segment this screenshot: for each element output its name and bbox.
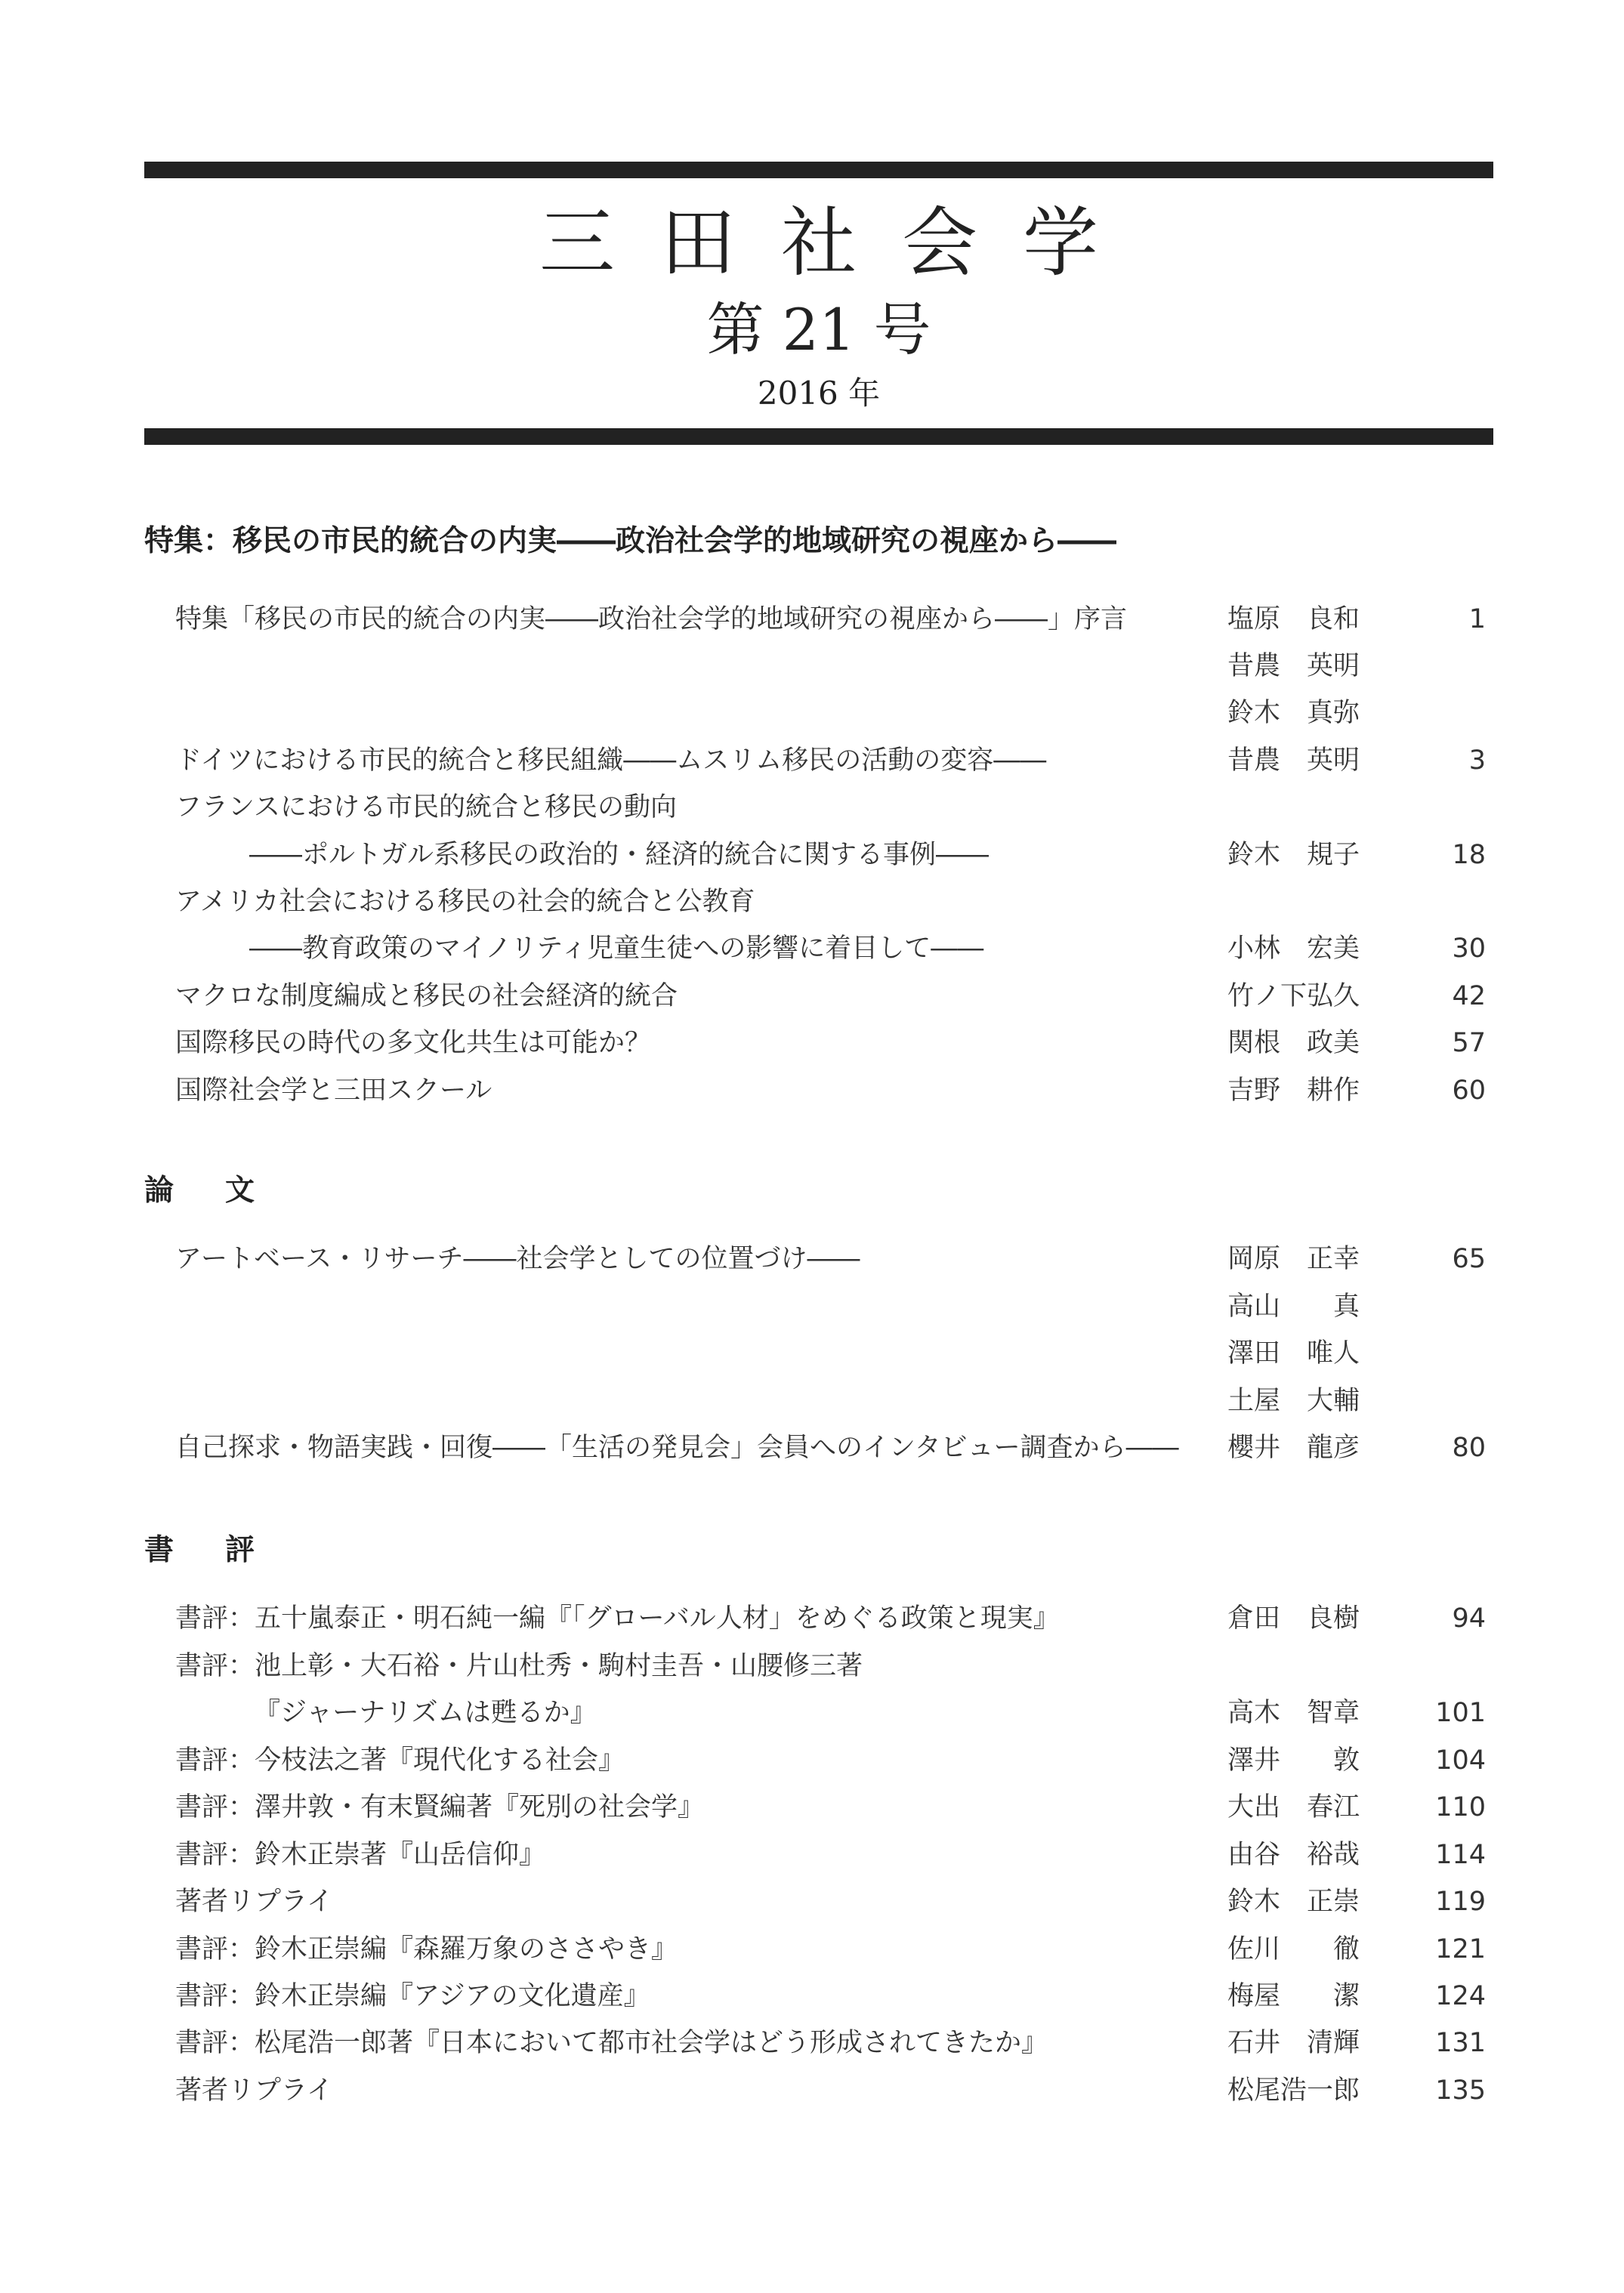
publication-year: 2016 年 [757,375,881,412]
toc-row[interactable] [175,1879,1493,1924]
toc-title: 書評：松尾浩一郎著『日本において都市社会学はどう形成されてきたか』 [175,2028,1048,2058]
toc-row [175,1378,1493,1424]
toc-author: 土屋 大輔 [1227,1386,1360,1416]
toc-author: 鈴木 真弥 [1227,698,1360,728]
top-rule [144,162,1493,178]
toc-page: 104 [1435,1745,1486,1776]
toc-row[interactable] [175,1974,1493,2019]
toc-page: 80 [1452,1433,1486,1463]
toc-title: 書評：鈴木正崇編『アジアの文化遺産』 [175,1981,650,2011]
toc-title: 書評：今枝法之著『現代化する社会』 [175,1745,625,1776]
toc-author: 澤田 唯人 [1227,1338,1360,1369]
toc-author: 佐川 徹 [1227,1934,1360,1964]
toc-author: 鈴木 正崇 [1227,1887,1360,1917]
toc-row[interactable] [175,1425,1493,1471]
toc-author: 吉野 耕作 [1227,1076,1360,1106]
toc-row[interactable] [175,1832,1493,1878]
toc-row[interactable] [175,1738,1493,1783]
toc-title: 書評：鈴木正崇著『山岳信仰』 [175,1840,546,1870]
toc-row[interactable] [175,974,1493,1019]
section-heading-special: 特集：移民の市民的統合の内実――政治社会学的地域研究の視座から―― [144,524,1117,558]
toc-page: 30 [1452,934,1486,964]
toc-author: 櫻井 龍彦 [1227,1433,1360,1463]
toc-row[interactable] [175,1643,1493,1689]
toc-title: 著者リプライ [175,1887,333,1917]
toc-page: 114 [1435,1840,1486,1870]
toc-author: 小林 宏美 [1227,934,1360,964]
toc-subtitle: 『ジャーナリズムは甦るか』 [254,1698,597,1728]
toc-row [175,1331,1493,1376]
toc-title: フランスにおける市民的統合と移民の動向 [175,792,677,822]
toc-page: 1 [1468,604,1486,634]
toc-title: マクロな制度編成と移民の社会経済的統合 [175,981,678,1011]
toc-row[interactable] [175,832,1493,878]
toc-page: 3 [1468,745,1486,776]
toc-row[interactable] [175,926,1493,971]
toc-author: 由谷 裕哉 [1227,1840,1360,1870]
toc-title: 特集「移民の市民的統合の内実――政治社会学的地域研究の視座から――」序言 [175,604,1128,634]
toc-title: 書評：鈴木正崇編『森羅万象のささやき』 [175,1934,678,1964]
toc-author: 塩原 良和 [1227,604,1360,634]
toc-author: 鈴木 規子 [1227,840,1360,870]
toc-author: 大出 春江 [1227,1792,1360,1822]
toc-author: 石井 清輝 [1227,2028,1360,2058]
toc-author: 松尾浩一郎 [1227,2075,1360,2106]
toc-title: アートベース・リサーチ――社会学としての位置づけ―― [175,1244,860,1274]
toc-row[interactable] [175,785,1493,830]
toc-title: アメリカ社会における移民の社会的統合と公教育 [175,887,755,917]
toc-page: 65 [1452,1244,1486,1274]
section-heading-reviews: 書評 [144,1533,307,1567]
toc-subtitle: ――教育政策のマイノリティ児童生徒への影響に着目して―― [249,934,984,964]
toc-page: 60 [1452,1076,1486,1106]
toc-page: 101 [1435,1698,1486,1728]
toc-row[interactable] [175,597,1493,642]
toc-page: 57 [1452,1028,1486,1058]
toc-page: 121 [1435,1934,1486,1964]
toc-page: 94 [1452,1603,1486,1634]
issue-number: 第 21 号 [706,296,931,363]
toc-page: 119 [1435,1887,1486,1917]
toc-page: 18 [1452,840,1486,870]
toc-page: 131 [1435,2028,1486,2058]
toc-row[interactable] [175,1690,1493,1736]
toc-author: 倉田 良樹 [1227,1603,1360,1634]
toc-author: 梅屋 潔 [1227,1981,1360,2011]
toc-author: 竹ノ下弘久 [1227,981,1360,1011]
toc-author: 昔農 英明 [1227,745,1360,776]
toc-author: 高木 智章 [1227,1698,1360,1728]
toc-row[interactable] [175,1596,1493,1641]
toc-author: 岡原 正幸 [1227,1244,1360,1274]
journal-title: 三田社会学 [539,199,1144,287]
toc-row[interactable] [175,2068,1493,2113]
toc-title: 書評：澤井敦・有末賢編著『死別の社会学』 [175,1792,705,1822]
toc-row [175,690,1493,736]
toc-author: 昔農 英明 [1227,651,1360,681]
toc-row [175,643,1493,689]
toc-page: 42 [1452,981,1486,1011]
toc-title: 国際移民の時代の多文化共生は可能か？ [175,1028,652,1058]
toc-page: 110 [1435,1792,1486,1822]
toc-title: 自己探求・物語実践・回復――「生活の発見会」会員へのインタビュー調査から―― [175,1433,1179,1463]
toc-row[interactable] [175,879,1493,924]
toc-title: 国際社会学と三田スクール [175,1076,492,1106]
toc-row [175,1284,1493,1329]
toc-title: 書評：五十嵐泰正・明石純一編『「グローバル人材」をめぐる政策と現実』 [175,1603,1060,1634]
toc-author: 澤井 敦 [1227,1745,1360,1776]
toc-title: ドイツにおける市民的統合と移民組織――ムスリム移民の活動の変容―― [175,745,1047,776]
toc-page: 124 [1435,1981,1486,2011]
bottom-rule [144,428,1493,445]
toc-row[interactable] [175,1020,1493,1066]
toc-subtitle: ――ポルトガル系移民の政治的・経済的統合に関する事例―― [249,840,989,870]
toc-row[interactable] [175,2020,1493,2066]
toc-row[interactable] [175,738,1493,783]
section-heading-papers: 論文 [144,1174,307,1208]
toc-row[interactable] [175,1236,1493,1282]
toc-row[interactable] [175,1785,1493,1830]
toc-title: 著者リプライ [175,2075,333,2106]
toc-author: 高山 真 [1227,1292,1360,1322]
toc-row[interactable] [175,1927,1493,1972]
toc-author: 関根 政美 [1227,1028,1360,1058]
toc-row[interactable] [175,1068,1493,1113]
toc-title: 書評：池上彰・大石裕・片山杜秀・駒村圭吾・山腰修三著 [175,1651,863,1681]
toc-page: 135 [1435,2075,1486,2106]
